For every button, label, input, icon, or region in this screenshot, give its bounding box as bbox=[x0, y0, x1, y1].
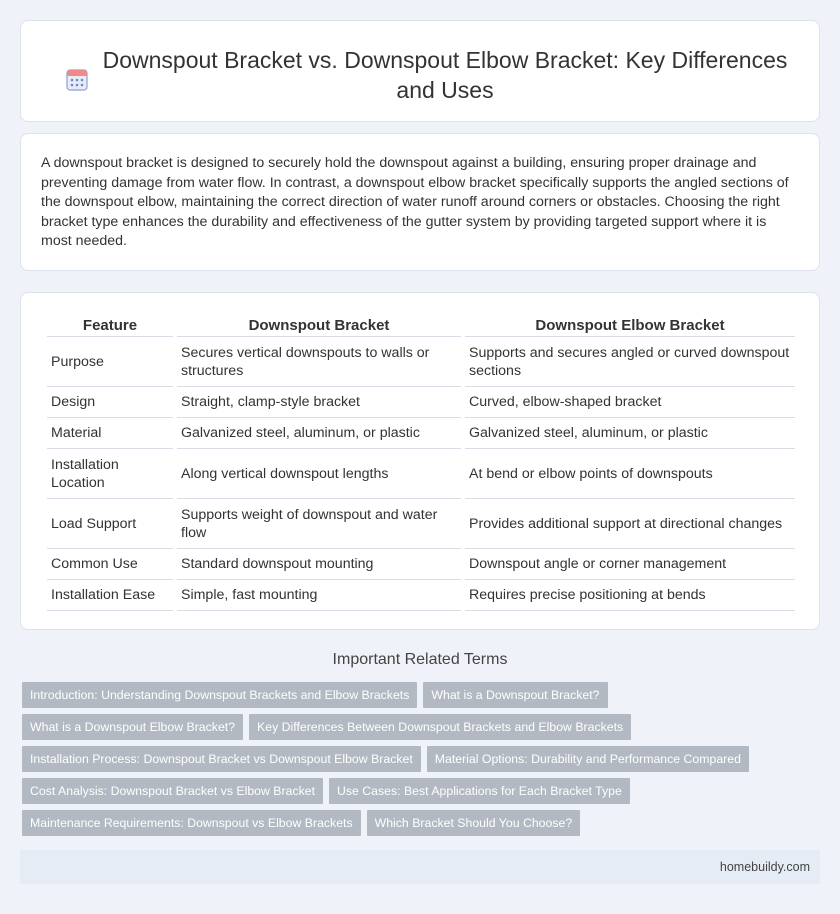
intro-card bbox=[20, 133, 820, 271]
header-feature: Feature bbox=[47, 313, 173, 337]
table-cell: Simple, fast mounting bbox=[177, 580, 461, 611]
header-downspout-bracket: Downspout Bracket bbox=[177, 313, 461, 337]
table-cell: Galvanized steel, aluminum, or plastic bbox=[465, 418, 795, 449]
footer-site-link[interactable]: homebuildy.com bbox=[719, 860, 810, 874]
page-title: Downspout Bracket vs. Downspout Elbow Bracket: Key Differences and Uses bbox=[102, 47, 788, 103]
table-row bbox=[47, 549, 795, 580]
related-term-tag[interactable]: Key Differences Between Downspout Brackets and Elbow Brackets bbox=[249, 714, 631, 740]
table-cell: Curved, elbow-shaped bracket bbox=[465, 387, 795, 418]
table-cell: Provides additional support at directional changes bbox=[465, 499, 795, 549]
intro-paragraph: A downspout bracket is designed to securely hold the downspout against a building, ensuring proper drainage and preventing damage from water flow. In contrast, a downspout elbow bracket specifically supports the angled sections of the downspout elbow, maintaining the correct direction of water runoff around corners or obstacles. Choosing the right bracket type enhances the durability and effectiveness of the gutter system by providing targeted support where it is most needed. bbox=[41, 155, 789, 249]
table-cell: Load Support bbox=[47, 499, 173, 549]
title-card bbox=[20, 20, 820, 122]
table-cell: Requires precise positioning at bends bbox=[465, 580, 795, 611]
related-term-tag[interactable]: Use Cases: Best Applications for Each Bracket Type bbox=[329, 778, 630, 804]
table-cell: Purpose bbox=[47, 337, 173, 387]
table-row bbox=[47, 499, 795, 549]
table-cell: Galvanized steel, aluminum, or plastic bbox=[177, 418, 461, 449]
table-row bbox=[47, 387, 795, 418]
header-elbow-bracket: Downspout Elbow Bracket bbox=[465, 313, 795, 337]
comparison-table bbox=[43, 313, 799, 611]
table-cell: Common Use bbox=[47, 549, 173, 580]
table-row bbox=[47, 418, 795, 449]
table-cell: Downspout angle or corner management bbox=[465, 549, 795, 580]
table-cell: Installation Ease bbox=[47, 580, 173, 611]
table-cell: At bend or elbow points of downspouts bbox=[465, 449, 795, 499]
related-term-tag[interactable]: Introduction: Understanding Downspout Brackets and Elbow Brackets bbox=[22, 682, 417, 708]
related-term-tag[interactable]: Maintenance Requirements: Downspout vs Elbow Brackets bbox=[22, 810, 361, 836]
table-cell: Supports and secures angled or curved downspout sections bbox=[465, 337, 795, 387]
table-cell: Material bbox=[47, 418, 173, 449]
comparison-card bbox=[20, 292, 820, 630]
table-cell: Standard downspout mounting bbox=[177, 549, 461, 580]
footer bbox=[20, 850, 820, 884]
related-term-tag[interactable]: What is a Downspout Bracket? bbox=[423, 682, 607, 708]
related-terms-list bbox=[22, 682, 822, 842]
related-term-tag[interactable]: Cost Analysis: Downspout Bracket vs Elbow Bracket bbox=[22, 778, 323, 804]
table-cell: Along vertical downspout lengths bbox=[177, 449, 461, 499]
table-cell: Design bbox=[47, 387, 173, 418]
table-header-row bbox=[47, 313, 795, 337]
table-cell: Secures vertical downspouts to walls or structures bbox=[177, 337, 461, 387]
table-cell: Straight, clamp-style bracket bbox=[177, 387, 461, 418]
related-term-tag[interactable]: Which Bracket Should You Choose? bbox=[367, 810, 581, 836]
table-row bbox=[47, 580, 795, 611]
related-term-tag[interactable]: What is a Downspout Elbow Bracket? bbox=[22, 714, 243, 740]
table-row bbox=[47, 449, 795, 499]
table-row bbox=[47, 337, 795, 387]
table-cell: Supports weight of downspout and water flow bbox=[177, 499, 461, 549]
related-term-tag[interactable]: Installation Process: Downspout Bracket vs Downspout Elbow Bracket bbox=[22, 746, 421, 772]
table-cell: Installation Location bbox=[47, 449, 173, 499]
related-term-tag[interactable]: Material Options: Durability and Performance Compared bbox=[427, 746, 749, 772]
related-terms-heading: Important Related Terms bbox=[332, 651, 508, 668]
